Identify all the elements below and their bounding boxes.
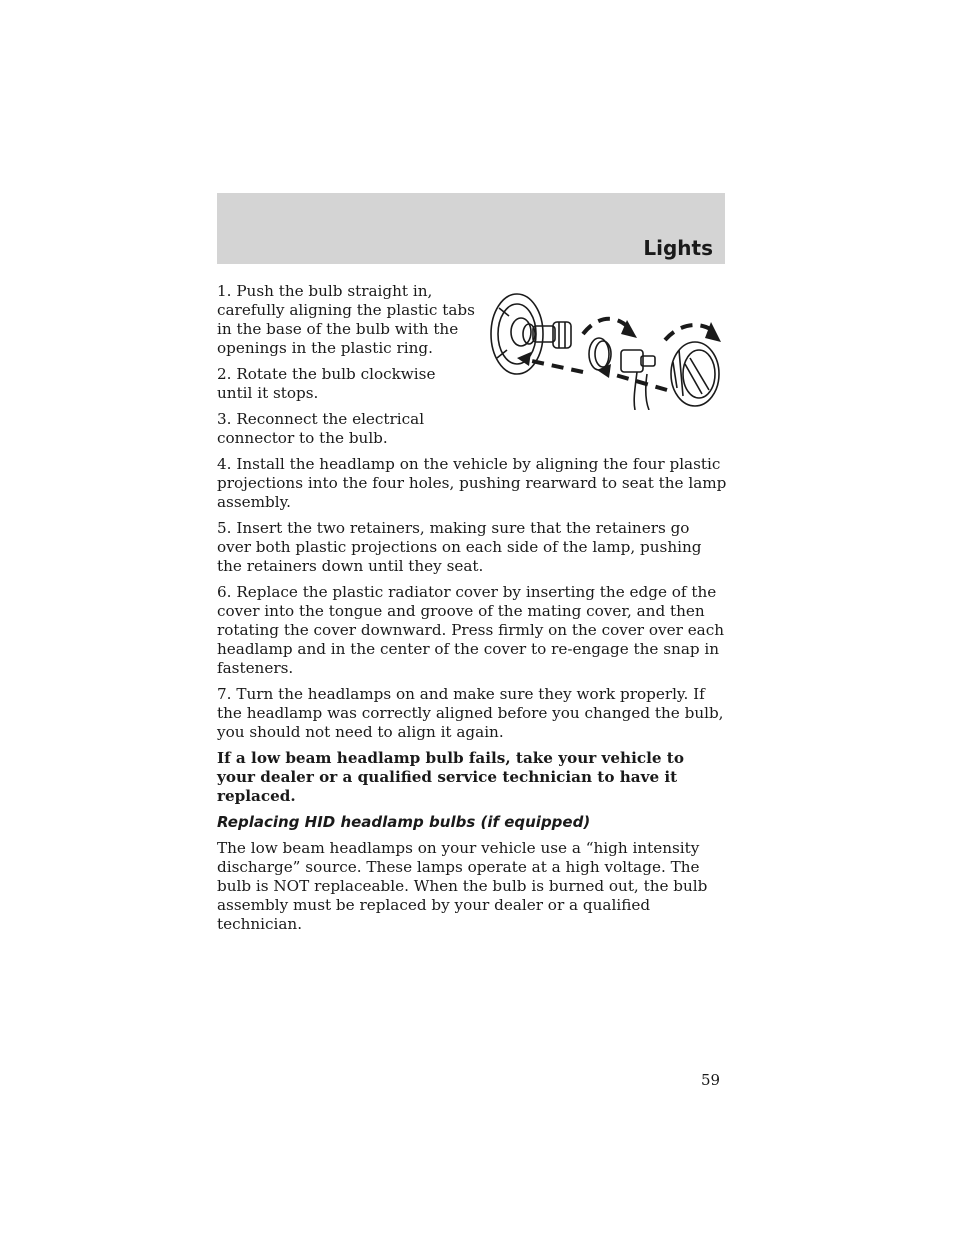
step-5: 5. Insert the two retainers, making sure that the retainers go over both plastic projections on each side of the lamp, pushing the retainers down until they seat.: [217, 519, 702, 575]
step-1: 1. Push the bulb straight in, carefully aligning the plastic tabs in the base of the bulb with the openings in the plastic ring.: [217, 282, 475, 357]
hid-body: The low beam headlamps on your vehicle use a “high intensity discharge” source. These lamps operate at a high voltage. The bulb is NOT replaceable. When the bulb is burned out, the bulb assembly must be replaced by your dealer or a qualified technician.: [217, 839, 708, 933]
step-2: 2. Rotate the bulb clockwise until it stops.: [217, 365, 436, 402]
section-title: Lights: [643, 236, 713, 260]
page-number: 59: [701, 1071, 721, 1089]
step-6: 6. Replace the plastic radiator cover by inserting the edge of the cover into the tongue and groove of the mating cover, and then rotating the cover downward. Press firmly on the cover over each headlamp and in the center of the cover to re-engage the snap in fasteners.: [217, 583, 725, 677]
hid-heading: Replacing HID headlamp bulbs (if equipped): [217, 813, 591, 831]
step-7: 7. Turn the headlamps on and make sure they work properly. If the headlamp was correctly aligned before you changed the bulb, you should not need to align it again.: [217, 685, 724, 741]
warning-text: If a low beam headlamp bulb fails, take your vehicle to your dealer or a qualified service technician to have it replaced.: [217, 749, 684, 805]
step-3: 3. Reconnect the electrical connector to the bulb.: [217, 410, 425, 447]
step-4: 4. Install the headlamp on the vehicle by aligning the four plastic projections into the four holes, pushing rearward to seat the lamp assembly.: [217, 455, 727, 511]
header-band: [217, 193, 725, 264]
instructions-body: [217, 282, 727, 941]
